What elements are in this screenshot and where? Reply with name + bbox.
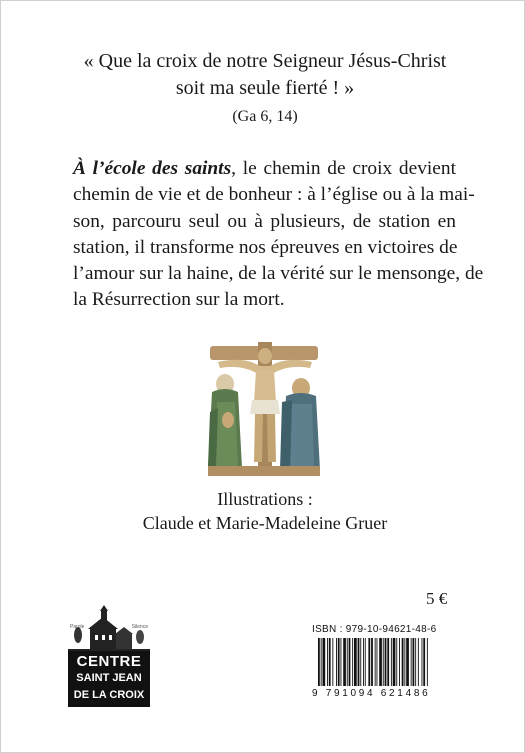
logo-tag-right: Silence	[131, 624, 148, 630]
logo-tag-left: Parole	[70, 624, 85, 630]
barcode-bar	[332, 638, 333, 686]
barcode-bar	[336, 638, 337, 686]
blurb-line-5: l’amour sur la haine, de la vérité sur le mensonge, de	[73, 263, 484, 285]
barcode-bar	[427, 638, 428, 686]
isbn-label: ISBN : 979-10-94621-48-6	[312, 624, 437, 635]
scripture-quote	[60, 48, 470, 102]
blurb-line-4: station, il transforme nos épreuves en victoires de	[73, 236, 458, 258]
publisher-line-3: DE LA CROIX	[73, 689, 145, 701]
barcode-bar	[402, 638, 404, 686]
barcode-bar	[411, 638, 412, 686]
barcode-bar	[383, 638, 384, 686]
blurb-line-1: À l’école des saints, le chemin de croix devient	[73, 158, 456, 179]
isbn-digits: 9 791094 621486	[312, 688, 431, 699]
barcode-bar	[399, 638, 400, 686]
barcode-bar	[347, 638, 348, 686]
barcode-bar	[360, 638, 361, 686]
barcode-bar	[415, 638, 416, 686]
blurb-paragraph	[73, 156, 484, 314]
barcode-bar	[365, 638, 366, 686]
credits-names: Claude et Marie-Madeleine Gruer	[142, 513, 388, 533]
barcode-bar	[358, 638, 360, 686]
barcode-bar	[354, 638, 357, 686]
quote-line-2: soit ma seule fierté ! »	[175, 77, 355, 99]
barcode-bar	[352, 638, 353, 686]
quote-line-1: « Que la croix de notre Seigneur Jésus-Christ	[83, 50, 447, 72]
illustration-credits	[60, 487, 470, 535]
publisher-line-1: CENTRE	[76, 653, 142, 670]
barcode-bar	[406, 638, 409, 686]
blurb-title: À l’école des saints	[73, 158, 232, 179]
barcode-bar	[418, 638, 419, 686]
barcode-bar	[363, 638, 364, 686]
barcode-bar	[396, 638, 397, 686]
barcode-bar	[343, 638, 346, 686]
barcode-bar	[375, 638, 376, 686]
barcode-bar	[404, 638, 405, 686]
barcode-bars	[312, 638, 456, 688]
publisher-logo	[68, 605, 150, 707]
publisher-name-banner	[68, 651, 150, 707]
isbn-barcode	[312, 624, 456, 702]
credits-label: Illustrations :	[217, 489, 313, 509]
barcode-bar	[349, 638, 351, 686]
barcode-bar	[338, 638, 340, 686]
barcode-bar	[391, 638, 392, 686]
blurb-line-2: chemin de vie et de bonheur : à l’église ou à la mai-	[73, 184, 475, 206]
barcode-bar	[321, 638, 322, 686]
publisher-line-2: SAINT JEAN	[76, 672, 142, 684]
barcode-bar	[422, 638, 423, 686]
quote-reference: (Ga 6, 14)	[232, 108, 298, 125]
barcode-bar	[329, 638, 331, 686]
blurb-line-3: son, parcouru seul ou à plusieurs, de station en	[73, 210, 456, 232]
barcode-bar	[341, 638, 342, 686]
barcode-bar	[379, 638, 382, 686]
barcode-bar	[323, 638, 326, 686]
barcode-bar	[413, 638, 415, 686]
barcode-bar	[371, 638, 373, 686]
barcode-bar	[385, 638, 387, 686]
barcode-bar	[377, 638, 378, 686]
price-label: 5 €	[426, 589, 448, 608]
crucifixion-sculpture-image	[208, 342, 320, 476]
barcode-bar	[327, 638, 328, 686]
barcode-bar	[318, 638, 320, 686]
barcode-bar	[387, 638, 389, 686]
blurb-line-6: la Résurrection sur la mort.	[73, 289, 285, 311]
barcode-bar	[423, 638, 425, 686]
barcode-bar	[393, 638, 396, 686]
barcode-bar	[368, 638, 370, 686]
